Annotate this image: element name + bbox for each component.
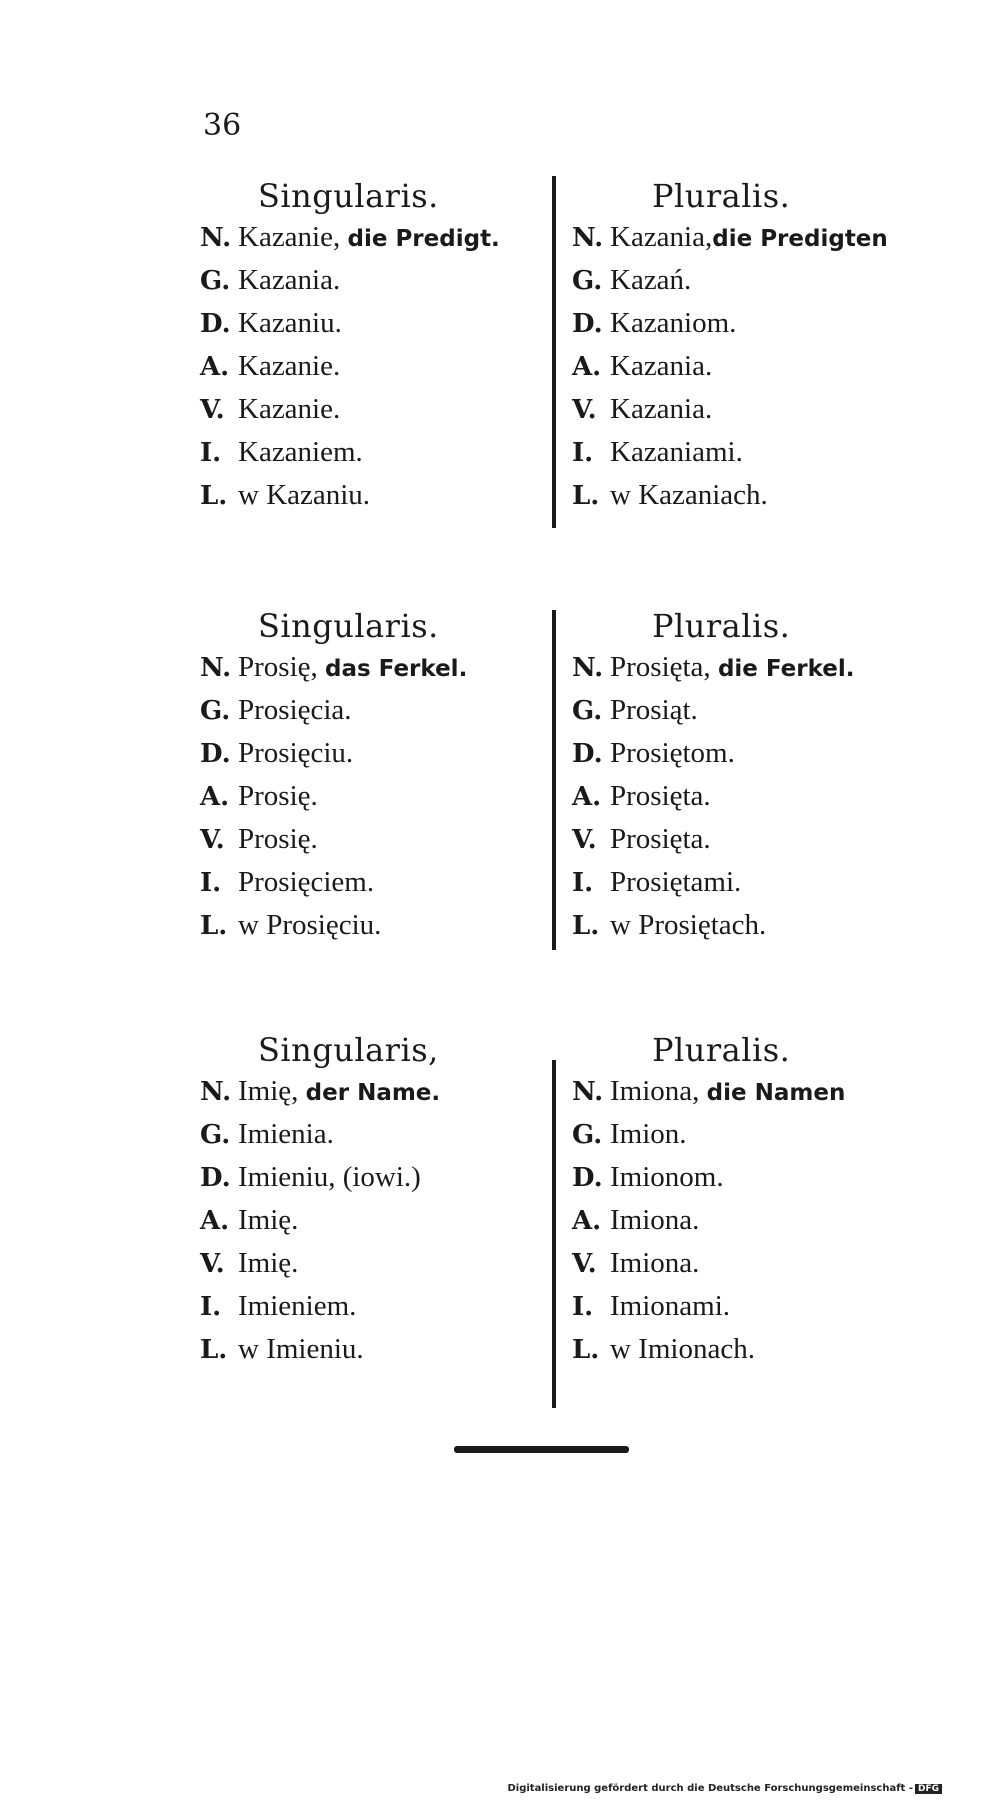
case-row-vocative [200, 388, 545, 431]
case-form: Kazania. [610, 393, 713, 425]
singular-column [200, 606, 545, 947]
case-label: D. [572, 739, 603, 769]
german-gloss: die Ferkel. [717, 656, 855, 682]
plural-heading: Pluralis. [652, 177, 791, 215]
case-form: Imię, [238, 1075, 299, 1107]
footer-text: Digitalisierung gefördert durch die Deutsche Forschungsgemeinschaft - [507, 1783, 913, 1794]
end-rule [454, 1446, 629, 1453]
case-form: Prosiętom. [610, 737, 735, 769]
declension-table-imie [200, 1030, 940, 1380]
case-form: Imionami. [610, 1290, 731, 1322]
case-row-vocative [572, 1242, 942, 1285]
case-form: Imiona, [610, 1075, 700, 1107]
case-form: Kazanie. [238, 350, 341, 382]
case-row-nominative [572, 1070, 942, 1113]
case-label: N. [572, 1077, 604, 1107]
case-row-genitive [200, 1113, 545, 1156]
case-row-genitive [572, 1113, 942, 1156]
case-row-dative [572, 732, 942, 775]
plural-column [572, 606, 942, 947]
case-form: Prosięciu. [238, 737, 354, 769]
case-label: V. [200, 1249, 225, 1279]
singular-heading: Singularis, [258, 1031, 439, 1069]
case-row-genitive [572, 259, 942, 302]
case-form: Prosięta. [610, 780, 711, 812]
declension-table-prosie [200, 606, 940, 956]
singular-column [200, 176, 545, 517]
case-label: N. [200, 1077, 232, 1107]
case-row-accusative [200, 345, 545, 388]
plural-column [572, 1030, 942, 1371]
case-label: L. [200, 481, 228, 511]
case-row-dative [200, 302, 545, 345]
german-gloss: das Ferkel. [325, 656, 468, 682]
case-row-genitive [572, 689, 942, 732]
case-row-nominative [572, 646, 942, 689]
case-form: Kazanie. [238, 393, 341, 425]
case-label: A. [572, 782, 602, 812]
case-label: V. [572, 825, 597, 855]
case-label: V. [200, 395, 225, 425]
case-form: Prosięcia. [238, 694, 352, 726]
case-label: L. [572, 481, 600, 511]
case-form: w Imionach. [610, 1333, 755, 1365]
german-gloss: die Predigten [712, 226, 888, 252]
case-form: w Imieniu. [238, 1333, 364, 1365]
case-label: G. [572, 1120, 603, 1150]
case-form: Imiona. [610, 1247, 700, 1279]
case-form: w Prosiętach. [610, 909, 767, 941]
case-row-vocative [200, 818, 545, 861]
case-row-nominative [200, 1070, 545, 1113]
case-label: G. [200, 266, 231, 296]
case-form: Prosięta, [610, 651, 711, 683]
column-divider [552, 176, 556, 528]
case-label: V. [572, 1249, 597, 1279]
case-label: G. [200, 696, 231, 726]
case-row-dative [572, 1156, 942, 1199]
case-label: L. [572, 911, 600, 941]
case-label: A. [572, 352, 602, 382]
case-label: A. [572, 1206, 602, 1236]
case-form: Imieniem. [238, 1290, 357, 1322]
german-gloss: die Predigt. [347, 226, 500, 252]
page-number: 36 [203, 108, 242, 143]
case-row-dative [200, 732, 545, 775]
case-label: I. [572, 868, 594, 898]
case-label: L. [200, 1335, 228, 1365]
case-label: I. [200, 438, 222, 468]
case-form: Prosię. [238, 780, 318, 812]
case-form: Kazaniu. [238, 307, 342, 339]
case-form: Kazaniem. [238, 436, 363, 468]
case-row-locative [200, 904, 545, 947]
case-row-nominative [572, 216, 942, 259]
case-row-vocative [572, 818, 942, 861]
case-form: Imię. [238, 1204, 299, 1236]
case-label: G. [572, 696, 603, 726]
case-row-accusative [572, 775, 942, 818]
case-label: D. [200, 1163, 231, 1193]
case-form: Kazania, [610, 221, 713, 253]
case-form: w Prosięciu. [238, 909, 382, 941]
case-row-instrumental [200, 1285, 545, 1328]
case-form: Imiona. [610, 1204, 700, 1236]
case-form: Prosięta. [610, 823, 711, 855]
case-row-accusative [572, 345, 942, 388]
case-form: Imienia. [238, 1118, 334, 1150]
case-form: Imieniu, (iowi.) [238, 1161, 421, 1193]
singular-column [200, 1030, 545, 1371]
column-divider [552, 1060, 556, 1408]
case-label: G. [200, 1120, 231, 1150]
case-label: A. [200, 1206, 230, 1236]
case-label: N. [200, 653, 232, 683]
case-row-accusative [200, 1199, 545, 1242]
plural-heading: Pluralis. [652, 1031, 791, 1069]
case-row-locative [200, 1328, 545, 1371]
case-form: Kazania. [610, 350, 713, 382]
dfg-logo: DFG [915, 1784, 942, 1794]
declension-table-kazanie [200, 176, 940, 526]
case-row-dative [572, 302, 942, 345]
case-form: Prosiętami. [610, 866, 742, 898]
german-gloss: die Namen [706, 1080, 846, 1106]
case-form: Kazanie, [238, 221, 341, 253]
case-row-locative [200, 474, 545, 517]
case-label: N. [572, 223, 604, 253]
case-form: Imię. [238, 1247, 299, 1279]
case-row-locative [572, 904, 942, 947]
case-label: I. [200, 868, 222, 898]
singular-heading: Singularis. [258, 607, 439, 645]
case-form: Prosiąt. [610, 694, 698, 726]
case-form: w Kazaniach. [610, 479, 768, 511]
case-row-instrumental [200, 431, 545, 474]
case-row-genitive [200, 689, 545, 732]
case-row-locative [572, 474, 942, 517]
case-row-instrumental [572, 861, 942, 904]
case-label: D. [572, 1163, 603, 1193]
case-row-vocative [200, 1242, 545, 1285]
singular-heading: Singularis. [258, 177, 439, 215]
case-form: w Kazaniu. [238, 479, 371, 511]
case-form: Kazań. [610, 264, 692, 296]
digitization-footer [507, 1783, 942, 1794]
case-label: I. [200, 1292, 222, 1322]
case-label: V. [200, 825, 225, 855]
case-label: A. [200, 782, 230, 812]
plural-heading: Pluralis. [652, 607, 791, 645]
german-gloss: der Name. [305, 1080, 441, 1106]
case-form: Prosię. [238, 823, 318, 855]
case-label: D. [200, 739, 231, 769]
case-row-accusative [572, 1199, 942, 1242]
column-divider [552, 610, 556, 950]
case-row-accusative [200, 775, 545, 818]
case-label: V. [572, 395, 597, 425]
case-row-locative [572, 1328, 942, 1371]
case-row-vocative [572, 388, 942, 431]
case-label: D. [572, 309, 603, 339]
case-label: N. [200, 223, 232, 253]
case-row-instrumental [200, 861, 545, 904]
case-label: G. [572, 266, 603, 296]
case-form: Imion. [610, 1118, 687, 1150]
case-form: Prosięciem. [238, 866, 375, 898]
case-row-instrumental [572, 431, 942, 474]
case-form: Prosię, [238, 651, 318, 683]
case-label: L. [572, 1335, 600, 1365]
case-row-instrumental [572, 1285, 942, 1328]
case-row-dative [200, 1156, 545, 1199]
case-label: N. [572, 653, 604, 683]
case-row-genitive [200, 259, 545, 302]
case-label: A. [200, 352, 230, 382]
case-label: I. [572, 1292, 594, 1322]
case-form: Kazania. [238, 264, 341, 296]
case-row-nominative [200, 216, 545, 259]
case-label: I. [572, 438, 594, 468]
plural-column [572, 176, 942, 517]
case-label: L. [200, 911, 228, 941]
case-form: Kazaniami. [610, 436, 743, 468]
case-row-nominative [200, 646, 545, 689]
case-form: Kazaniom. [610, 307, 737, 339]
case-label: D. [200, 309, 231, 339]
case-form: Imionom. [610, 1161, 724, 1193]
